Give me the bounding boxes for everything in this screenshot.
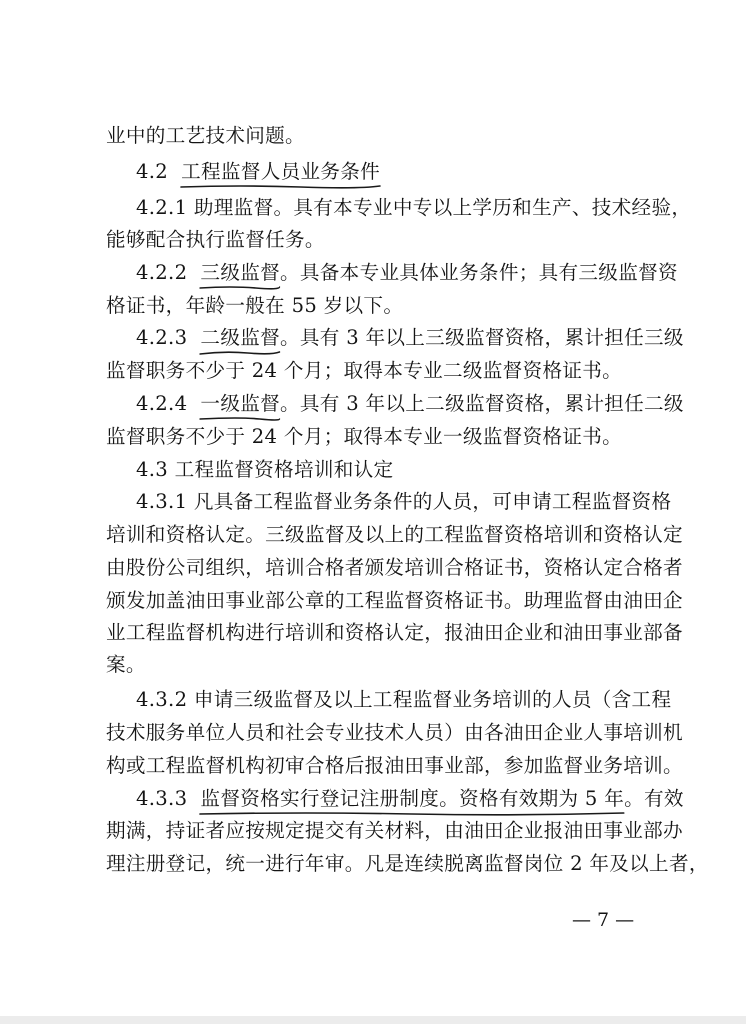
clause-number: 4.2.3 xyxy=(136,326,188,349)
clause-text: 。具有 3 年以上三级监督资格，累计担任三级 xyxy=(280,326,684,349)
body-line: 由股份公司组织，培训合格者颁发培训合格证书，资格认定合格者 xyxy=(106,556,683,579)
underlined-text xyxy=(200,261,280,285)
clause-4-2-3 xyxy=(136,326,684,350)
clause-term: 三级监督 xyxy=(200,261,280,284)
clause-4-3-3 xyxy=(136,787,684,811)
section-heading-4-3: 4.3 工程监督资格培训和认定 xyxy=(136,458,394,481)
clause-term: 一级监督 xyxy=(200,392,280,415)
clause-number: 4.2.2 xyxy=(136,261,188,284)
clause-number: 4.3.3 xyxy=(136,787,188,810)
body-line: 技术服务单位人员和社会专业技术人员）由各油田企业人事培训机 xyxy=(106,721,683,744)
body-line: 业中的工艺技术问题。 xyxy=(106,124,305,147)
underlined-text xyxy=(200,392,280,416)
pen-underline xyxy=(200,414,280,424)
underlined-text xyxy=(181,160,380,184)
body-line: 期满，持证者应按规定提交有关材料，由油田企业报油田事业部办 xyxy=(106,819,683,842)
section-heading-4-2 xyxy=(136,160,380,184)
body-line: 能够配合执行监督任务。 xyxy=(106,228,325,251)
body-line: 理注册登记，统一进行年审。凡是连续脱离监督岗位 2 年及以上者， xyxy=(106,852,709,875)
body-line: 4.3.2 申请三级监督及以上工程监督业务培训的人员（含工程 xyxy=(136,688,672,711)
clause-term: 二级监督 xyxy=(200,326,280,349)
body-line: 4.3.1 凡具备工程监督业务条件的人员，可申请工程监督资格 xyxy=(136,490,672,513)
page-bottom-edge xyxy=(0,1016,746,1024)
clause-text: 。具备本专业具体业务条件；具有三级监督资 xyxy=(280,261,678,284)
underlined-text xyxy=(200,787,624,811)
pen-underline xyxy=(200,809,624,819)
clause-text: 。有效 xyxy=(624,787,684,810)
clause-text: 。具有 3 年以上二级监督资格，累计担任二级 xyxy=(280,392,684,415)
clause-4-2-2 xyxy=(136,261,678,285)
body-line: 业工程监督机构进行培训和资格认定，报油田企业和油田事业部备 xyxy=(106,621,683,644)
underlined-text xyxy=(200,326,280,350)
body-line: 培训和资格认定。三级监督及以上的工程监督资格培训和资格认定 xyxy=(106,523,683,546)
body-line: 监督职务不少于 24 个月；取得本专业一级监督资格证书。 xyxy=(106,425,623,448)
clause-4-2-4 xyxy=(136,392,684,416)
body-line: 构或工程监督机构初审合格后报油田事业部，参加监督业务培训。 xyxy=(106,754,683,777)
body-line: 案。 xyxy=(106,653,146,676)
clause-number: 4.2.4 xyxy=(136,392,188,415)
clause-highlight: 监督资格实行登记注册制度。资格有效期为 5 年 xyxy=(200,787,625,810)
pen-underline xyxy=(200,348,280,358)
body-line: 4.2.1 助理监督。具有本专业中专以上学历和生产、技术经验， xyxy=(136,196,692,219)
section-title: 工程监督人员业务条件 xyxy=(181,160,381,183)
pen-underline xyxy=(200,283,280,293)
page-number: — 7 — xyxy=(572,909,635,931)
body-line: 监督职务不少于 24 个月；取得本专业二级监督资格证书。 xyxy=(106,359,623,382)
body-line: 格证书，年龄一般在 55 岁以下。 xyxy=(106,294,404,317)
body-line: 颁发加盖油田事业部公章的工程监督资格证书。助理监督由油田企 xyxy=(106,589,683,612)
pen-underline xyxy=(181,182,380,192)
section-number: 4.2 xyxy=(136,160,169,183)
